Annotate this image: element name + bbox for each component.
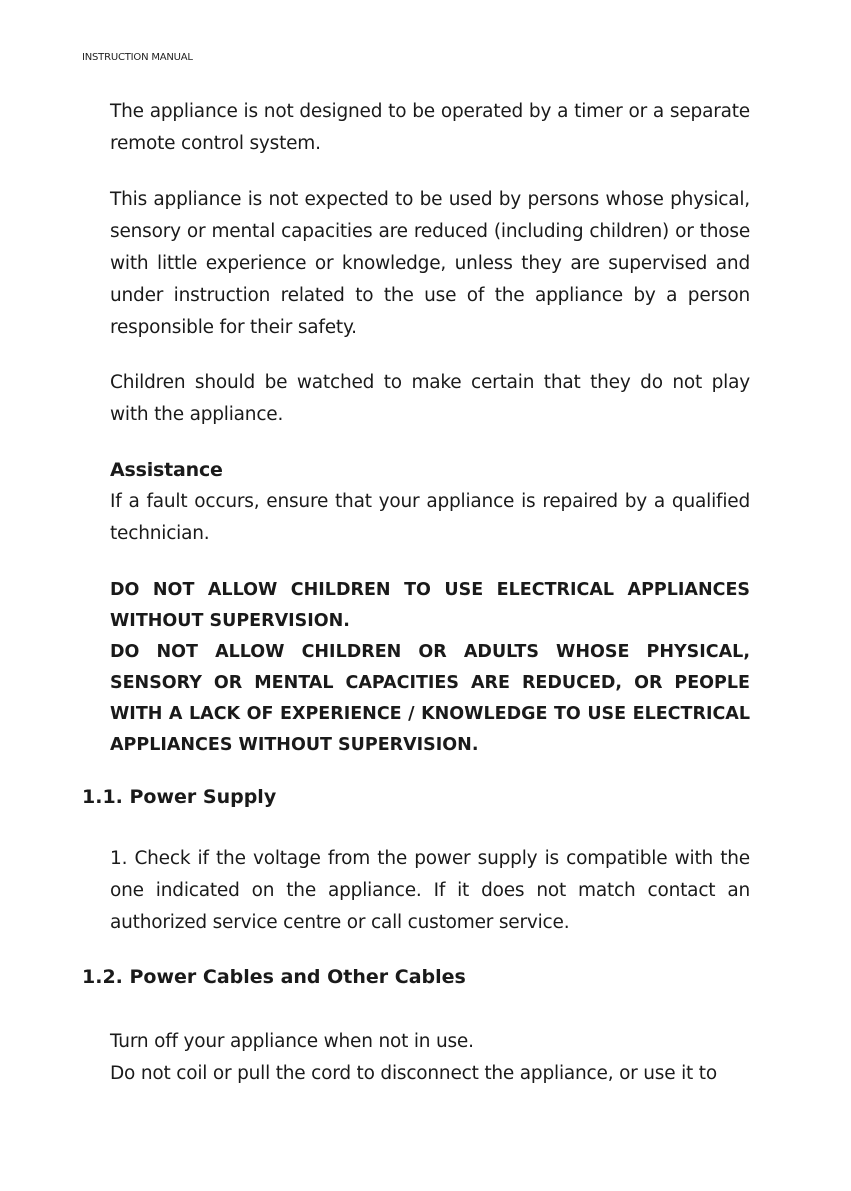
assistance-text: If a fault occurs, ensure that your appliance is repaired by a qualified technician. <box>110 491 750 544</box>
power-cables-line-2: Do not coil or pull the cord to disconnect the appliance, or use it to <box>110 1063 717 1084</box>
persons-paragraph <box>110 184 750 344</box>
timer-text: The appliance is not designed to be operated by a timer or a separate remote control system. <box>110 101 750 154</box>
timer-paragraph <box>110 96 750 160</box>
page-header: INSTRUCTION MANUAL <box>82 52 193 63</box>
power-supply-paragraph <box>110 843 750 939</box>
children-text: Children should be watched to make certain that they do not play with the appliance. <box>110 372 750 425</box>
power-supply-heading: 1.1. Power Supply <box>82 786 277 808</box>
warning-block <box>110 575 750 761</box>
children-paragraph <box>110 367 750 431</box>
assistance-heading: Assistance <box>110 459 223 481</box>
persons-text: This appliance is not expected to be used by persons whose physical, sensory or mental capacities are reduced (including children) or those with little experience or knowledge, unless they are supervised and under instruction related to the use of the appliance by a person responsible for their safety. <box>110 189 750 338</box>
power-supply-text: 1. Check if the voltage from the power supply is compatible with the one indicated on the appliance. If it does not match contact an authorized service centre or call customer service. <box>110 848 750 933</box>
assistance-section <box>110 454 750 550</box>
power-cables-line-1: Turn off your appliance when not in use. <box>110 1031 474 1052</box>
power-cables-heading: 1.2. Power Cables and Other Cables <box>82 966 466 988</box>
warning-line-1: DO NOT ALLOW CHILDREN TO USE ELECTRICAL APPLIANCES WITHOUT SUPERVISION. <box>110 580 750 631</box>
power-cables-paragraph <box>110 1026 750 1090</box>
warning-line-2: DO NOT ALLOW CHILDREN OR ADULTS WHOSE PHYSICAL, SENSORY OR MENTAL CAPACITIES ARE REDUCED, OR PEOPLE WITH A LACK OF EXPERIENCE / KNOWLEDGE TO USE ELECTRICAL APPLIANCES WITHOUT SUPERVISION. <box>110 642 750 755</box>
